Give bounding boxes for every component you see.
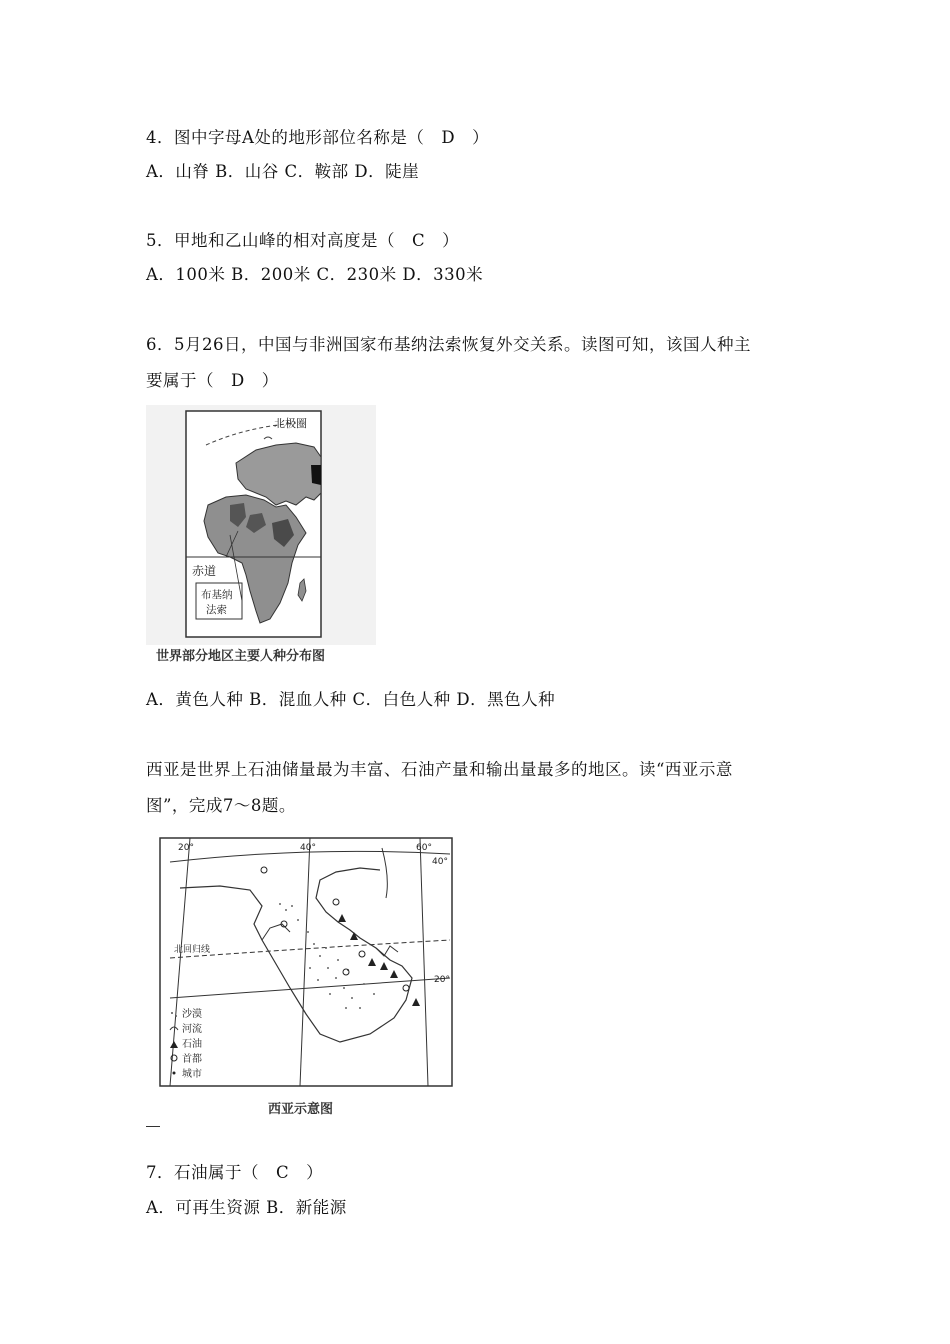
race-map-caption: 世界部分地区主要人种分布图 [156, 649, 326, 664]
west-asia-map-caption: 西亚示意图 [268, 1102, 334, 1117]
country-label-line1: 布基纳 [201, 589, 233, 601]
question-6-options: A．黄色人种 B．混血人种 C．白色人种 D．黑色人种 [146, 690, 556, 709]
legend-river: 河流 [182, 1024, 202, 1035]
lon-label-20: 20° [178, 843, 194, 853]
race-distribution-map [146, 405, 376, 665]
race-map-svg [146, 405, 376, 665]
west-asia-map-svg [150, 828, 500, 1096]
north-pole-label: 北极圈 [274, 417, 307, 430]
legend-desert: 沙漠 [182, 1009, 202, 1020]
lat-label-20: 20° [434, 975, 450, 985]
lon-label-40: 40° [300, 843, 316, 853]
equator-label: 赤道 [192, 564, 217, 578]
intro-line1: 西亚是世界上石油储量最为丰富、石油产量和输出量最多的地区。读“西亚示意 [146, 760, 733, 779]
legend-oil: 石油 [182, 1039, 202, 1050]
west-asia-map [150, 828, 500, 1118]
question-4-text: 4．图中字母A处的地形部位名称是（ D ） [146, 128, 490, 147]
legend-city: 城市 [182, 1069, 202, 1080]
question-4-options: A．山脊 B．山谷 C．鞍部 D．陡崖 [146, 162, 420, 181]
lat-label-40: 40° [432, 857, 448, 867]
question-6-text-line1: 6．5月26日，中国与非洲国家布基纳法索恢复外交关系。读图可知，该国人种主 [146, 335, 751, 354]
question-6-text-line2: 要属于（ D ） [146, 371, 279, 390]
page-dash [146, 1126, 160, 1127]
question-5-text: 5．甲地和乙山峰的相对高度是（ C ） [146, 231, 460, 250]
intro-line2: 图”，完成7～8题。 [146, 796, 296, 815]
question-5-options: A．100米 B．200米 C．230米 D．330米 [146, 265, 484, 284]
tropic-label: 北回归线 [174, 945, 211, 955]
question-7-options: A．可再生资源 B．新能源 [146, 1198, 347, 1217]
lon-label-60: 60° [416, 843, 432, 853]
legend-capital: 首都 [182, 1054, 202, 1065]
question-7-text: 7．石油属于（ C ） [146, 1163, 324, 1182]
country-label-line2: 法索 [206, 604, 227, 616]
